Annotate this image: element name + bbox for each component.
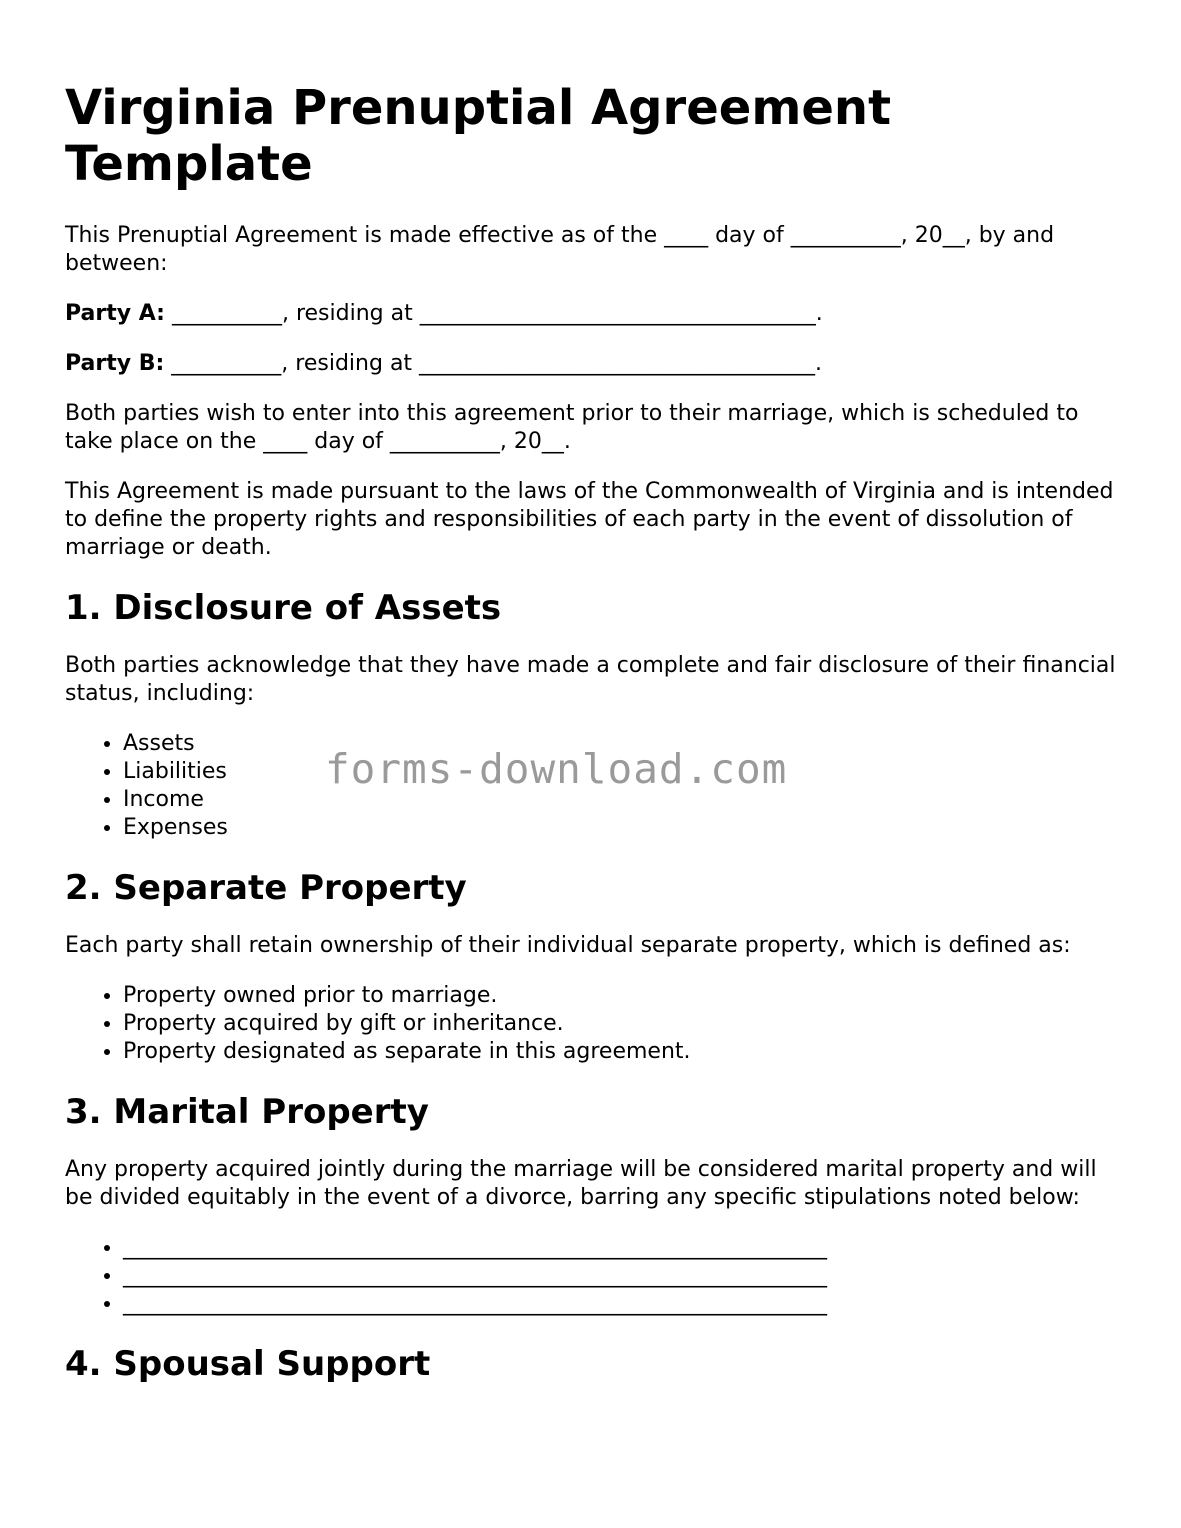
list-item: • Expenses (123, 814, 1125, 842)
section-4-heading: 4. Spousal Support (65, 1344, 431, 1384)
party-a-blank: __________, residing at ____________________________________. (164, 301, 823, 326)
list-item-blank: • ________________________________________________________________ (123, 1262, 1125, 1290)
party-a-label: Party A: (65, 301, 165, 326)
section-2-list (65, 982, 1125, 1066)
list-item-blank: • ________________________________________________________________ (123, 1234, 1125, 1262)
document-title: Virginia Prenuptial Agreement Template (65, 80, 892, 192)
law-paragraph: This Agreement is made pursuant to the laws of the Commonwealth of Virginia and is intended to define the property rights and responsibilities of each party in the event of dissolution of marriage or death. (65, 479, 1114, 560)
party-a-line (65, 300, 1125, 328)
watermark-text: forms-download.com (325, 745, 788, 793)
section-2-heading: 2. Separate Property (65, 868, 467, 908)
section-1-heading: 1. Disclosure of Assets (65, 588, 502, 628)
section-3-text: Any property acquired jointly during the marriage will be considered marital property and will be divided equitably in the event of a divorce, barring any specific stipulations noted below: (65, 1157, 1097, 1210)
party-b-label: Party B: (65, 351, 165, 376)
list-item: • Property owned prior to marriage. (123, 982, 1125, 1010)
section-2-text: Each party shall retain ownership of their individual separate property, which is defined as: (65, 933, 1071, 958)
list-item: • Income (123, 786, 1125, 814)
party-b-line (65, 350, 1125, 378)
list-item: • Property acquired by gift or inheritance. (123, 1010, 1125, 1038)
marriage-paragraph: Both parties wish to enter into this agreement prior to their marriage, which is scheduled to take place on the ____ day of __________, 20__. (65, 401, 1079, 454)
section-1-text: Both parties acknowledge that they have made a complete and fair disclosure of their financial status, including: (65, 653, 1116, 706)
document-page (65, 80, 1125, 1408)
intro-paragraph: This Prenuptial Agreement is made effective as of the ____ day of __________, 20__, by and between: (65, 223, 1055, 276)
list-item: • Assets (123, 730, 1125, 758)
party-b-blank: __________, residing at ____________________________________. (164, 351, 823, 376)
list-item-blank: • ________________________________________________________________ (123, 1290, 1125, 1318)
list-item: • Property designated as separate in this agreement. (123, 1038, 1125, 1066)
section-3-list (65, 1234, 1125, 1318)
section-3-heading: 3. Marital Property (65, 1092, 429, 1132)
list-item: • Liabilities (123, 758, 1125, 786)
